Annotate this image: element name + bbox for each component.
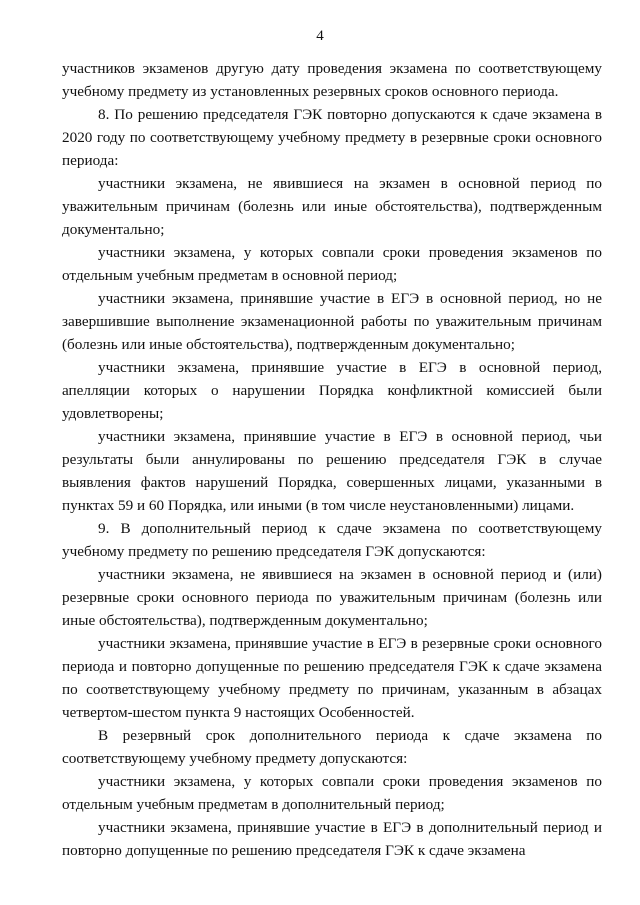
paragraph-item-8: 8. По решению председателя ГЭК повторно допускаются к сдаче экзамена в 2020 году по соответствующему учебному предмету в резервные сроки основного периода: <box>62 106 602 169</box>
paragraph-coinciding-dates-main: участники экзамена, у которых совпали сроки проведения экзаменов по отдельным учебным предметам в основной период; <box>62 244 602 284</box>
paragraph-coinciding-dates-additional: участники экзамена, у которых совпали сроки проведения экзаменов по отдельным учебным предметам в дополнительный период; <box>62 773 602 813</box>
paragraph-absent-main: участники экзамена, не явившиеся на экзамен в основной период по уважительным причинам (болезнь или иные обстоятельства), подтвержденным документально; <box>62 175 602 238</box>
paragraph-not-completed: участники экзамена, принявшие участие в ЕГЭ в основной период, но не завершившие выполнение экзаменационной работы по уважительным причинам (болезнь или иные обстоятельства), подтвержденным документально; <box>62 290 602 353</box>
paragraph-appeals-satisfied: участники экзамена, принявшие участие в ЕГЭ в основной период, апелляции которых о нарушении Порядка конфликтной комиссией были удовлетворены; <box>62 359 602 422</box>
paragraph-additional-readmitted: участники экзамена, принявшие участие в ЕГЭ в дополнительный период и повторно допущенные по решению председателя ГЭК к сдаче экзамена <box>62 819 602 859</box>
page-number: 4 <box>316 28 324 44</box>
paragraph-reserve-readmitted: участники экзамена, принявшие участие в ЕГЭ в резервные сроки основного периода и повторно допущенные по решению председателя ГЭК к сдаче экзамена по соответствующему учебному предмету по причинам, указанным в абзацах четвертом-шестом пункта 9 настоящих Особенностей. <box>62 635 602 721</box>
paragraph-absent-reserve: участники экзамена, не явившиеся на экзамен в основной период и (или) резервные сроки основного периода по уважительным причинам (болезнь или иные обстоятельства), подтвержденным документально; <box>62 566 602 629</box>
paragraph-continuation: участников экзаменов другую дату проведения экзамена по соответствующему учебному предмету из установленных резервных сроков основного периода. <box>62 60 602 100</box>
paragraph-reserve-additional: В резервный срок дополнительного периода к сдаче экзамена по соответствующему учебному предмету допускаются: <box>62 727 602 767</box>
paragraph-results-annulled: участники экзамена, принявшие участие в ЕГЭ в основной период, чьи результаты были аннулированы по решению председателя ГЭК в случае выявления фактов нарушений Порядка, совершенных лицами, указанными в пунктах 59 и 60 Порядка, или иными (в том числе неустановленными) лицами. <box>62 428 602 514</box>
document-body <box>62 57 602 862</box>
paragraph-item-9: 9. В дополнительный период к сдаче экзамена по соответствующему учебному предмету по решению председателя ГЭК допускаются: <box>62 520 602 560</box>
